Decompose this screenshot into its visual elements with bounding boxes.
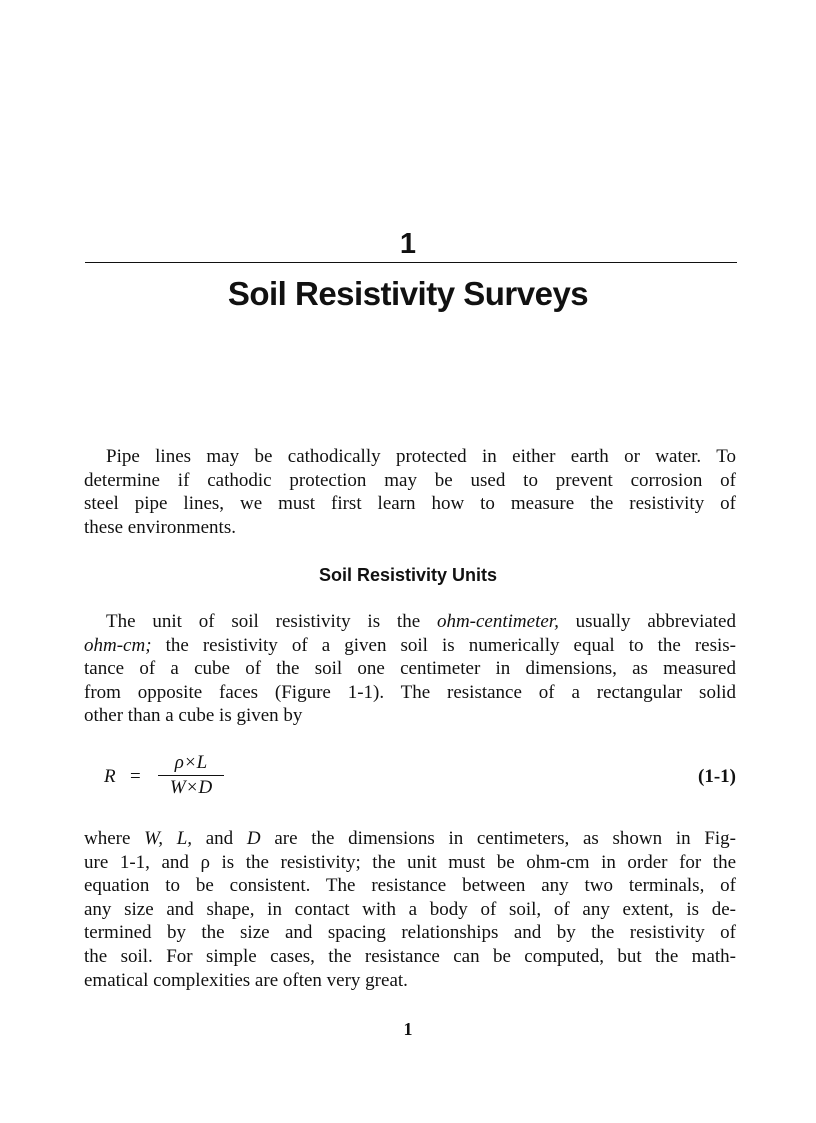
text-run: The unit of soil resistivity is the: [106, 611, 437, 632]
var-w-l: W, L,: [144, 828, 193, 849]
explanation-line: ure 1-1, and ρ is the resistivity; the unit must be ohm-cm in order for the: [84, 851, 736, 873]
section-heading: Soil Resistivity Units: [318, 565, 498, 585]
text-run: the resistivity of a given soil is numerically equal to the resis-: [151, 634, 736, 656]
text-run: and: [192, 828, 247, 849]
intro-paragraph: [84, 445, 736, 539]
text-run: where: [84, 828, 145, 849]
explanation-line: [84, 827, 736, 851]
chapter-rule: [85, 262, 737, 263]
equation-lhs: R: [104, 766, 116, 787]
units-line: from opposite faces (Figure 1-1). The resistance of a rectangular solid: [84, 681, 736, 703]
explanation-line: termined by the size and spacing relationships and by the resistivity of: [84, 922, 736, 944]
text-run: usually abbreviated: [558, 611, 736, 632]
explanation-line: any size and shape, in contact with a body of soil, of any extent, is de-: [84, 898, 736, 920]
units-line: tance of a cube of the soil one centimeter in dimensions, as measured: [84, 658, 736, 680]
term-ohm-centimeter: ohm-centimeter,: [436, 611, 559, 632]
explanation-line: equation to be consistent. The resistance between any two terminals, of: [84, 875, 736, 897]
page-number: 1: [403, 1019, 413, 1039]
chapter-number: 1: [399, 228, 417, 260]
equation-fraction: [158, 752, 224, 799]
units-line: [84, 634, 736, 658]
equation-equals: =: [130, 766, 141, 787]
var-d: D: [246, 828, 261, 849]
term-ohm-cm: ohm-cm;: [84, 634, 152, 656]
explanation-line: the soil. For simple cases, the resistance can be computed, but the math-: [84, 945, 736, 967]
intro-line: these environments.: [84, 516, 236, 538]
equation-1-1: [104, 752, 736, 806]
intro-line: Pipe lines may be cathodically protected in either earth or water. To: [106, 446, 736, 467]
units-line: other than a cube is given by: [84, 705, 303, 727]
chapter-title: Soil Resistivity Surveys: [227, 275, 589, 312]
intro-line: determine if cathodic protection may be used to prevent corrosion of: [84, 469, 736, 491]
equation-denominator: W×D: [169, 777, 213, 798]
equation-numerator: ρ×L: [174, 752, 208, 773]
units-paragraph: [84, 610, 736, 728]
explanation-line: ematical complexities are often very great.: [84, 969, 408, 991]
fraction-bar: [158, 775, 224, 776]
text-run: are the dimensions in centimeters, as shown in Fig-: [260, 828, 737, 849]
equation-label: (1-1): [698, 766, 736, 787]
explanation-paragraph: [84, 827, 736, 992]
units-line: [84, 610, 736, 634]
intro-line: steel pipe lines, we must first learn how to measure the resistivity of: [84, 493, 736, 515]
